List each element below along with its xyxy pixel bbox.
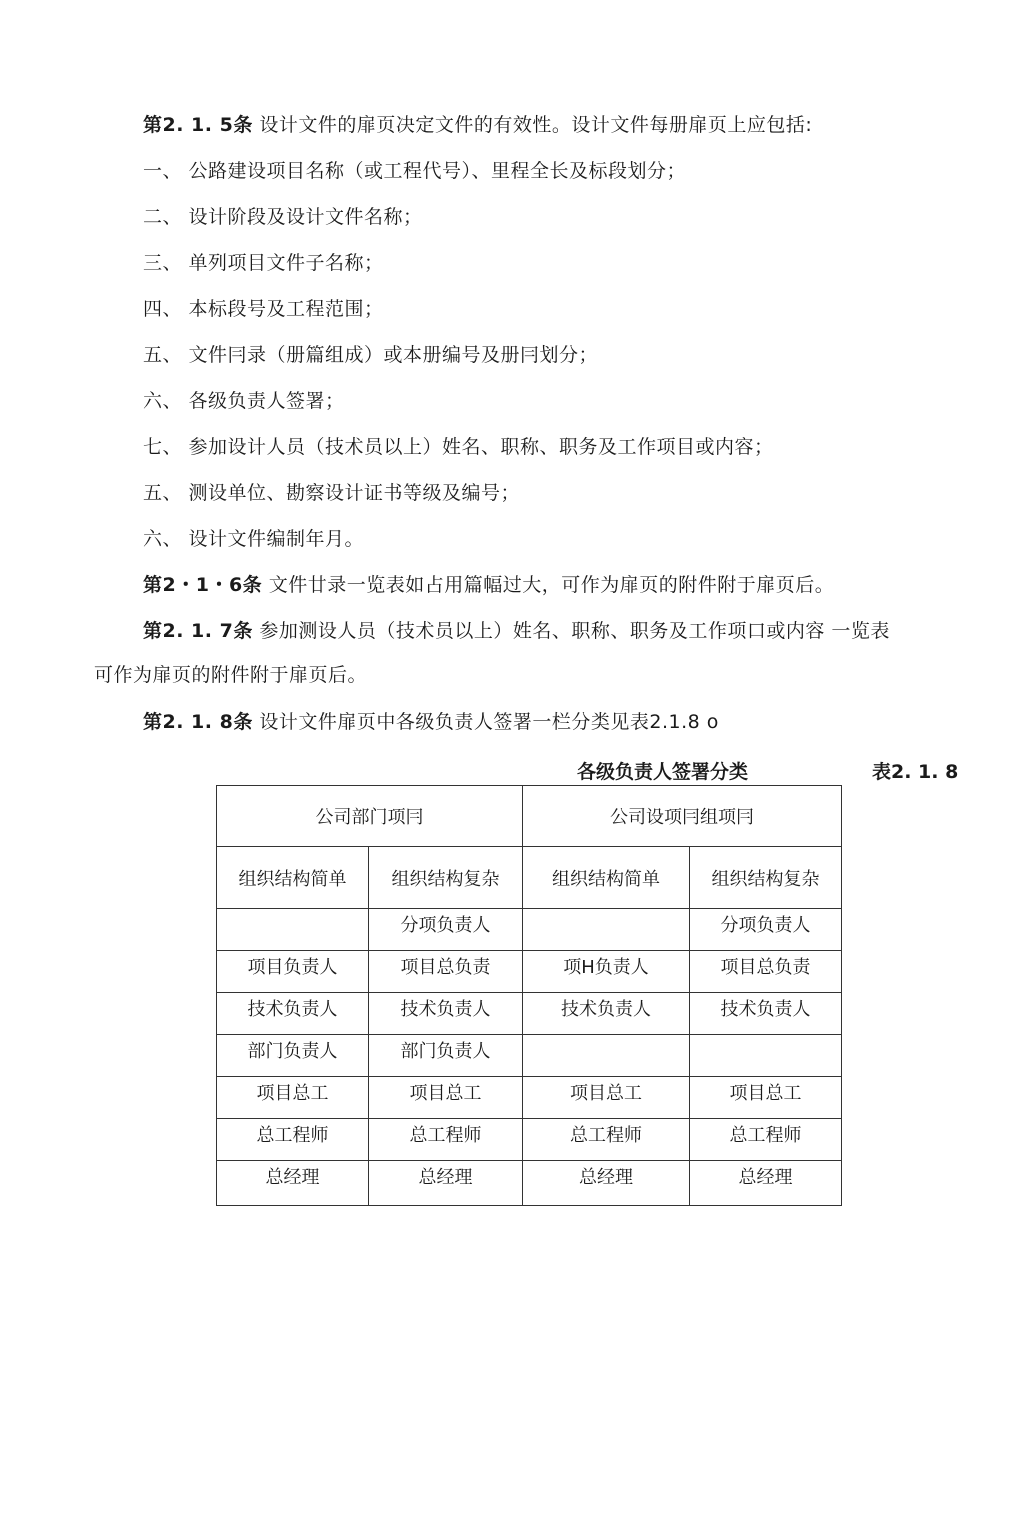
list-item: 二、 设计阶段及设计文件名称；: [143, 206, 423, 228]
table-row: [217, 1119, 842, 1161]
table-cell: 技术负责人: [217, 993, 369, 1035]
table-number: 表2. 1. 8: [872, 761, 959, 783]
table-cell: 项目总工: [523, 1077, 690, 1119]
sub-header: 组织结构复杂: [369, 847, 523, 909]
sub-header: 组织结构简单: [217, 847, 369, 909]
list-item: 六、 各级负责人签署；: [143, 390, 345, 412]
table-cell: 项目总负责: [690, 951, 842, 993]
article-2-1-8: [143, 709, 719, 735]
table-cell: 项目总工: [217, 1077, 369, 1119]
table-cell: 项目总工: [690, 1077, 842, 1119]
table-row: [217, 1035, 842, 1077]
article-text: 设计文件扉页中各级负责人签署一栏分类见表2.1.8 o: [259, 711, 719, 733]
table-cell: 项目负责人: [217, 951, 369, 993]
table-cell: [217, 909, 369, 951]
table-cell: [523, 909, 690, 951]
table-cell: 总经理: [369, 1161, 523, 1206]
group-header-department: 公司部门项冃: [217, 786, 523, 847]
article-number: 第2. 1. 5条: [143, 114, 253, 136]
sub-header: 组织结构复杂: [690, 847, 842, 909]
article-2-1-5: [143, 112, 812, 138]
list-item: 三、 单列项目文件子名称；: [143, 252, 384, 274]
table-cell: 总经理: [690, 1161, 842, 1206]
table-cell: 项目总工: [369, 1077, 523, 1119]
article-text: 文件廿录一览表如占用篇幅过大，可作为扉页的附件附于扉页后。: [268, 574, 835, 596]
table-row: [217, 993, 842, 1035]
table-row: [217, 951, 842, 993]
article-2-1-7-continuation: 可作为扉页的附件附于扉页后。: [94, 664, 368, 686]
article-number: 第2. 1. 7条: [143, 620, 253, 642]
article-2-1-6: [143, 572, 834, 598]
table-row: [217, 909, 842, 951]
table-sub-header-row: [217, 847, 842, 909]
table-caption: 各级负责人签署分类: [577, 761, 749, 783]
table-cell: 总工程师: [369, 1119, 523, 1161]
article-text: 设计文件的扉页决定文件的有效性。设计文件每册扉页上应包括:: [259, 114, 813, 136]
table-cell: 技术负责人: [369, 993, 523, 1035]
table-cell: 总工程师: [523, 1119, 690, 1161]
table-row: [217, 1077, 842, 1119]
list-item: 七、 参加设计人员（技术员以上）姓名、职称、职务及工作项目或内容；: [143, 436, 774, 458]
list-item: 六、 设计文件编制年月。: [143, 528, 365, 550]
article-number: 第2・1・6条: [143, 574, 263, 596]
table-row: [217, 1161, 842, 1206]
table-cell: 部门负责人: [217, 1035, 369, 1077]
table-group-header-row: [217, 786, 842, 847]
table-cell: 总工程师: [217, 1119, 369, 1161]
table-cell: 分项负责人: [369, 909, 523, 951]
group-header-project-team: 公司设项冃组项冃: [523, 786, 842, 847]
table-cell: 技术负责人: [690, 993, 842, 1035]
table-cell: 总经理: [217, 1161, 369, 1206]
article-text: 参加测设人员（技术员以上）姓名、职称、职务及工作项口或内容 一览表: [259, 620, 890, 642]
signature-table: [216, 785, 842, 1206]
table-cell: 项H负责人: [523, 951, 690, 993]
table-cell: 项目总负责: [369, 951, 523, 993]
article-2-1-7: [143, 618, 890, 644]
table-cell: 技术负责人: [523, 993, 690, 1035]
table-cell: 总工程师: [690, 1119, 842, 1161]
table-cell: 部门负责人: [369, 1035, 523, 1077]
table-cell: 总经理: [523, 1161, 690, 1206]
list-item: 四、 本标段号及工程范围；: [143, 298, 384, 320]
table-cell: [523, 1035, 690, 1077]
list-item: 五、 测设单位、勘察设计证书等级及编号；: [143, 482, 521, 504]
table-cell: [690, 1035, 842, 1077]
list-item: 一、 公路建设项目名称（或工程代号）、里程全长及标段划分；: [143, 160, 687, 182]
table-cell: 分项负责人: [690, 909, 842, 951]
article-number: 第2. 1. 8条: [143, 711, 253, 733]
sub-header: 组织结构简单: [523, 847, 690, 909]
list-item: 五、 文件冃录（册篇组成）或本册编号及册冃划分；: [143, 344, 599, 366]
